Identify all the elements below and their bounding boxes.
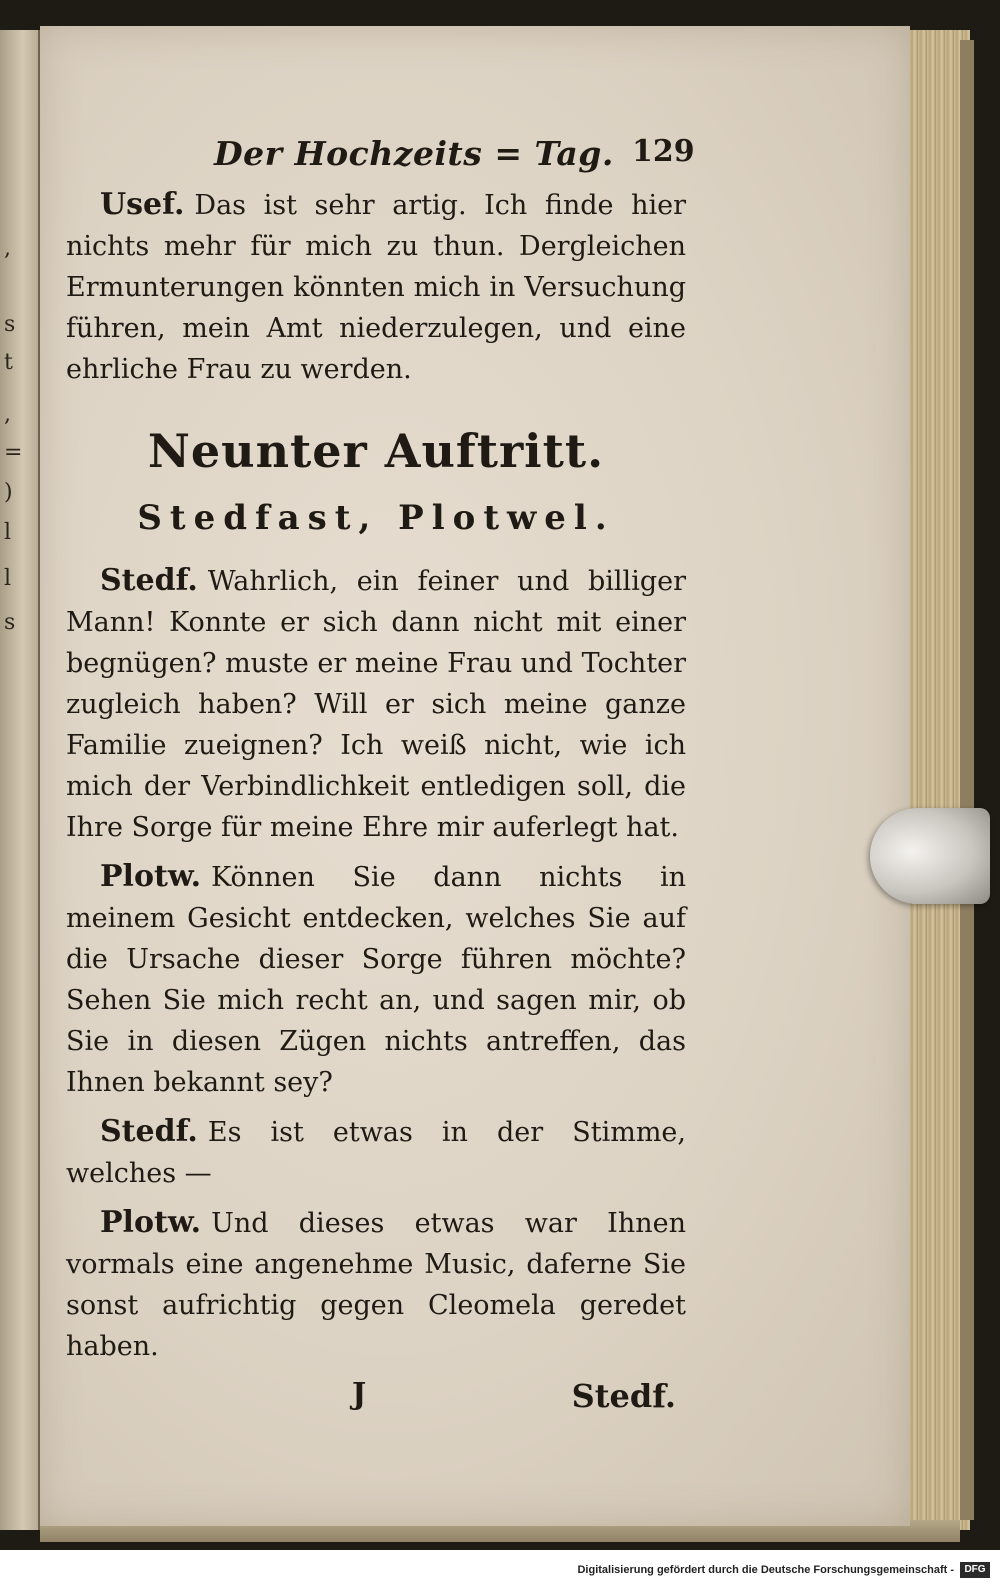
speech-text: Es ist etwas in der Stimme, welches — <box>66 1117 686 1189</box>
speaker-label: Plotw. <box>100 859 202 894</box>
speech-text: Können Sie dann nichts in meinem Gesicht entdecken, welches Sie auf die Ursache dieser Sorge führen möchte? Sehen Sie mich recht an, und sagen mir, ob Sie in diesen Zügen nichts antreffen, das Ihnen bekannt sey? <box>66 862 686 1098</box>
left-page-char: s <box>4 610 16 635</box>
speech-text: Wahrlich, ein feiner und billiger Mann! Konnte er sich dann nicht mit einer begnügen? muste er meine Frau und Tochter zugleich haben? Will er sich meine ganze Familie zueignen? Ich weiß nicht, wie ich mich der Verbindlichkeit entledigen soll, die Ihre Sorge für meine Ehre mir auferlegt hat. <box>66 566 686 843</box>
running-title: Der Hochzeits = Tag. <box>214 134 614 173</box>
left-page-char: , <box>4 402 11 427</box>
catchword: Stedf. <box>571 1377 676 1415</box>
speaker-label: Stedf. <box>100 1114 198 1149</box>
intro-speech <box>66 184 686 390</box>
speaker-label: Stedf. <box>100 563 198 598</box>
page-text-block <box>66 128 695 1419</box>
catchline <box>66 1371 686 1419</box>
left-page-char: s <box>4 312 16 337</box>
left-page-char: l <box>4 520 12 545</box>
left-page-char: = <box>4 440 23 465</box>
dialogue-speech <box>66 1111 686 1194</box>
dfg-logo: DFG <box>960 1562 990 1578</box>
left-page-char: ) <box>4 480 13 505</box>
dialogue-speech <box>66 560 686 848</box>
page-number: 129 <box>632 134 695 169</box>
dialogue-speech <box>66 856 686 1103</box>
speaker-label: Plotw. <box>100 1205 202 1240</box>
left-page-char: , <box>4 236 11 261</box>
speech-text: Und dieses etwas war Ihnen vormals eine angenehme Music, daferne Sie sonst aufrichtig gegen Cleomela geredet haben. <box>66 1208 686 1362</box>
signature-mark: J <box>352 1377 367 1412</box>
left-page-char: t <box>4 350 13 375</box>
left-page-edge <box>0 30 40 1530</box>
speaker-label: Usef. <box>100 187 185 222</box>
footer-bar <box>0 1550 1000 1588</box>
left-page-char: l <box>4 566 12 591</box>
scene-characters: Stedfast, Plotwel. <box>137 498 615 538</box>
scene-title: Neunter Auftritt. <box>147 424 605 478</box>
speech-text: Das ist sehr artig. Ich finde hier nichts mehr für mich zu thun. Dergleichen Ermunterungen könnten mich in Versuchung führen, mein Amt niederzulegen, und eine ehrliche Frau zu werden. <box>66 190 686 385</box>
running-head <box>66 128 695 184</box>
footer-credit: Digitalisierung gefördert durch die Deutsche Forschungsgemeinschaft - <box>577 1564 954 1576</box>
dialogue-speech <box>66 1202 686 1367</box>
page-clip <box>870 808 990 904</box>
page-stack-shadow <box>960 40 974 1520</box>
